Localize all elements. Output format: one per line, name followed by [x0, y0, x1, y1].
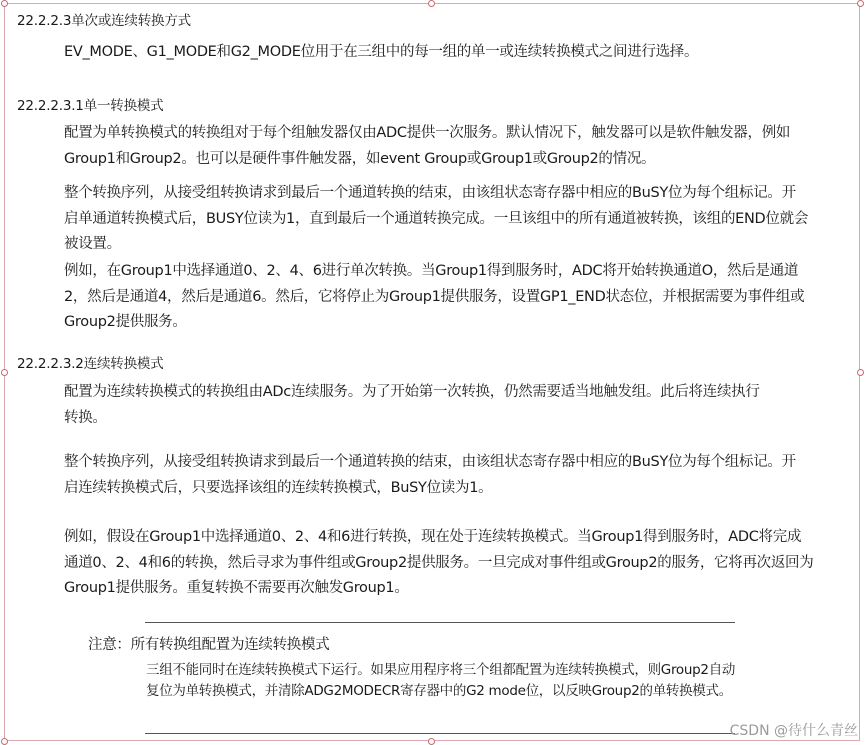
resize-handle-top-left[interactable] [1, 0, 8, 7]
note-body: 三组不能同时在连续转换模式下运行。如果应用程序将三个组都配置为连续转换模式，则Group2自动复位为单转换模式，并清除ADG2MODECR寄存器中的G2 mode位，以反映Group2的单转换模式。 [146, 662, 736, 699]
paragraph-single-3: 例如，在Group1中选择通道0、2、4、6进行单次转换。当Group1得到服务时，ADC将开始转换通道O，然后是通道2，然后是通道4，然后是通道6。然后，它将停止为Group1提供服务，设置GP1_END状态位，并根据需要为事件组或Group2提供服务。 [64, 263, 805, 330]
paragraph-intro: EV_MODE、G1_MODE和G2_MODE位用于在三组中的每一组的单一或连续转换模式之间进行选择。 [64, 44, 699, 60]
subsection-heading-continuous: 22.2.2.3.2连续转换模式 [17, 356, 164, 372]
section-heading: 22.2.2.3单次或连续转换方式 [17, 13, 191, 29]
note-title: 注意：所有转换组配置为连续转换模式 [88, 637, 330, 653]
note-bottom-rule [145, 733, 735, 734]
resize-handle-top-center[interactable] [428, 0, 435, 7]
resize-handle-bottom-left[interactable] [1, 738, 8, 745]
resize-handle-middle-right[interactable] [857, 369, 864, 376]
resize-handle-top-right[interactable] [857, 0, 864, 7]
watermark: CSDN @待什么青丝 [729, 723, 858, 739]
paragraph-continuous-2: 整个转换序列，从接受组转换请求到最后一个通道转换的结束，由该组状态寄存器中相应的BuSY位为每个组标记。开启连续转换模式后，只要选择该组的连续转换模式，BuSY位读为1。 [64, 454, 796, 496]
paragraph-single-2: 整个转换序列，从接受组转换请求到最后一个通道转换的结束，由该组状态寄存器中相应的BuSY位为每个组标记。开启单通道转换模式后，BUSY位读为1，直到最后一个通道转换完成。一旦该组中的所有通道被转换，该组的END位就会被设置。 [64, 185, 809, 252]
paragraph-continuous-1: 配置为连续转换模式的转换组由ADc连续服务。为了开始第一次转换，仍然需要适当地触发组。此后将连续执行转换。 [64, 384, 760, 426]
resize-handle-bottom-center[interactable] [428, 738, 435, 745]
subsection-heading-single: 22.2.2.3.1单一转换模式 [17, 98, 164, 114]
paragraph-single-1: 配置为单转换模式的转换组对于每个组触发器仅由ADC提供一次服务。默认情况下，触发器可以是软件触发器，例如Group1和Group2。也可以是硬件事件触发器，如event Group或Group1或Group2的情况。 [64, 125, 791, 167]
paragraph-continuous-3: 例如，假设在Group1中选择通道0、2、4和6进行转换，现在处于连续转换模式。当Group1得到服务时，ADC将完成通道0、2、4和6的转换，然后寻求为事件组或Group2提供服务。一旦完成对事件组或Group2的服务，它将再次返回为Group1提供服务。重复转换不需要再次触发Group1。 [64, 529, 814, 596]
resize-handle-middle-left[interactable] [1, 369, 8, 376]
note-top-rule [145, 622, 735, 623]
